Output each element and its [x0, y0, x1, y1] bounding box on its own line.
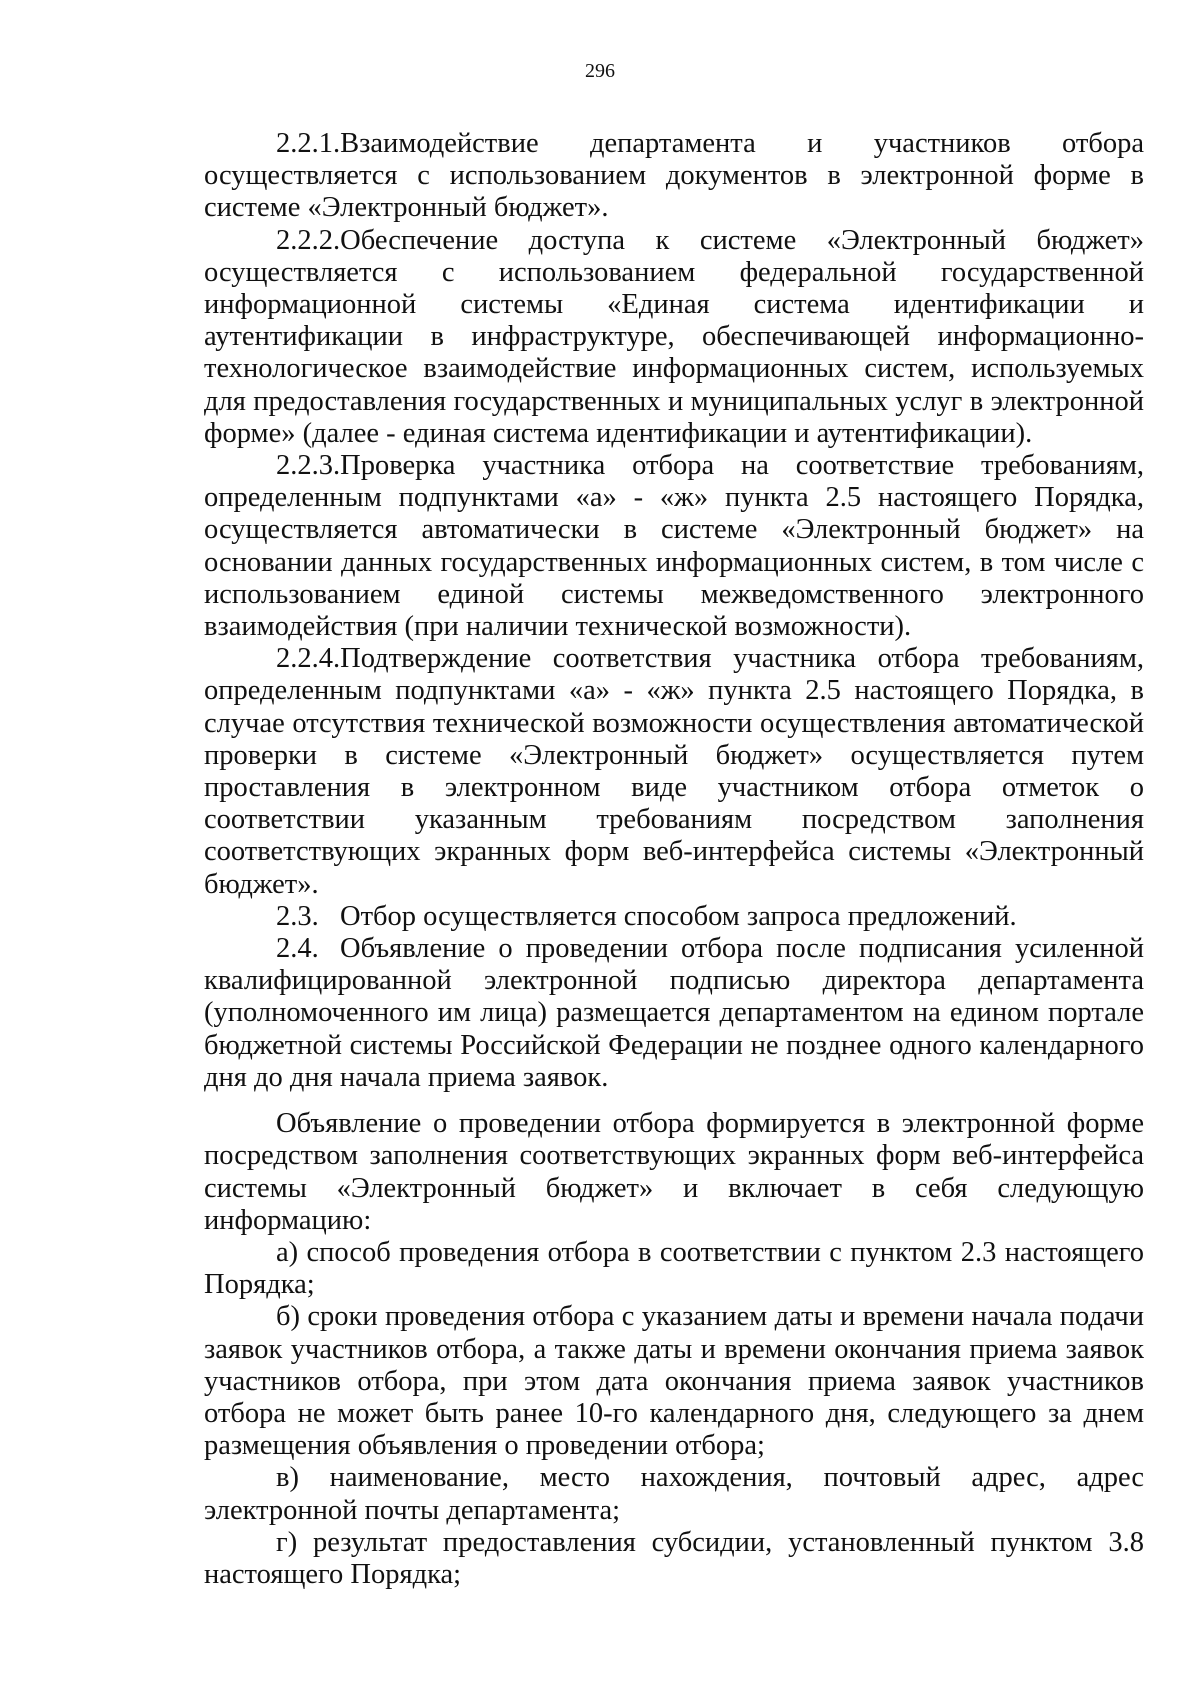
paragraph-number: 2.2.4.: [276, 643, 341, 675]
paragraph-text: а) способ проведения отбора в соответствии с пунктом 2.3 настоящего Порядка;: [204, 1236, 1144, 1301]
paragraph-text: Проверка участника отбора на соответствие требованиям, определенным подпунктами «а» - «ж» пункта 2.5 настоящего Порядка, осуществляется автоматически в системе «Электронный бюджет» на основании данных государственных информационных систем, в том числе с использованием единой системы межведомственного электронного взаимодействия (при наличии технической возможности).: [204, 450, 1144, 643]
paragraph-text: г) результат предоставления субсидии, установленный пунктом 3.8 настоящего Порядка;: [204, 1526, 1144, 1590]
paragraph-text: Отбор осуществляется способом запроса предложений.: [340, 900, 1017, 932]
paragraph-number: 2.3.: [276, 900, 319, 932]
paragraph-2-4: [204, 933, 1144, 1094]
paragraph-text: Взаимодействие департамента и участников отбора осуществляется с использованием документов в электронной форме в системе «Электронный бюджет».: [204, 128, 1144, 224]
paragraph-text: б) сроки проведения отбора с указанием даты и времени начала подачи заявок участников отбора, а также даты и времени окончания приема заявок участников отбора, при этом дата окончания приема заявок участников отбора не может быть ранее 10-го календарного дня, следующего за днем размещения объявления о проведении отбора;: [204, 1301, 1144, 1462]
paragraph-2-2-2: [204, 225, 1144, 450]
paragraph-number: 2.4.: [276, 933, 319, 965]
list-item-a: [204, 1237, 1144, 1301]
paragraph-2-3: [204, 901, 1144, 933]
paragraph-2-2-1: [204, 128, 1144, 225]
paragraph-text: Объявление о проведении отбора формируется в электронной форме посредством заполнения соответствующих экранных форм веб-интерфейса системы «Электронный бюджет» и включает в себя следующую информацию:: [204, 1108, 1144, 1236]
paragraph-text: Обеспечение доступа к системе «Электронный бюджет» осуществляется с использованием федеральной государственной информационной системы «Единая система идентификации и аутентификации в инфраструктуре, обеспечивающей информационно-технологическое взаимодействие информационных систем, используемых для предоставления государственных и муниципальных услуг в электронной форме» (далее - единая система идентификации и аутентификации).: [204, 224, 1144, 449]
paragraph-text: Объявление о проведении отбора после подписания усиленной квалифицированной электронной подписью директора департамента (уполномоченного им лица) размещается департаментом на едином портале бюджетной системы Российской Федерации не позднее одного календарного дня до дня начала приема заявок.: [204, 933, 1144, 1093]
paragraph-announcement: [204, 1108, 1144, 1237]
paragraph-2-2-3: [204, 450, 1144, 643]
page-number: 296: [585, 60, 615, 82]
paragraph-number: 2.2.2.: [276, 224, 341, 256]
paragraph-2-2-4: [204, 643, 1144, 901]
list-item-v: [204, 1462, 1144, 1526]
paragraph-text: в) наименование, место нахождения, почтовый адрес, адрес электронной почты департамента;: [204, 1462, 1144, 1526]
paragraph-text: Подтверждение соответствия участника отбора требованиям, определенным подпунктами «а» - «ж» пункта 2.5 настоящего Порядка, в случае отсутствия технической возможности осуществления автоматической проверки в системе «Электронный бюджет» осуществляется путем проставления в электронном виде участником отбора отметок о соответствии указанным требованиям посредством заполнения соответствующих экранных форм веб-интерфейса системы «Электронный бюджет».: [204, 643, 1144, 900]
list-item-b: [204, 1301, 1144, 1462]
list-item-g: [204, 1527, 1144, 1591]
paragraph-number: 2.2.3.: [276, 450, 341, 482]
paragraph-number: 2.2.1.: [276, 128, 341, 159]
document-body: [204, 128, 1144, 1591]
